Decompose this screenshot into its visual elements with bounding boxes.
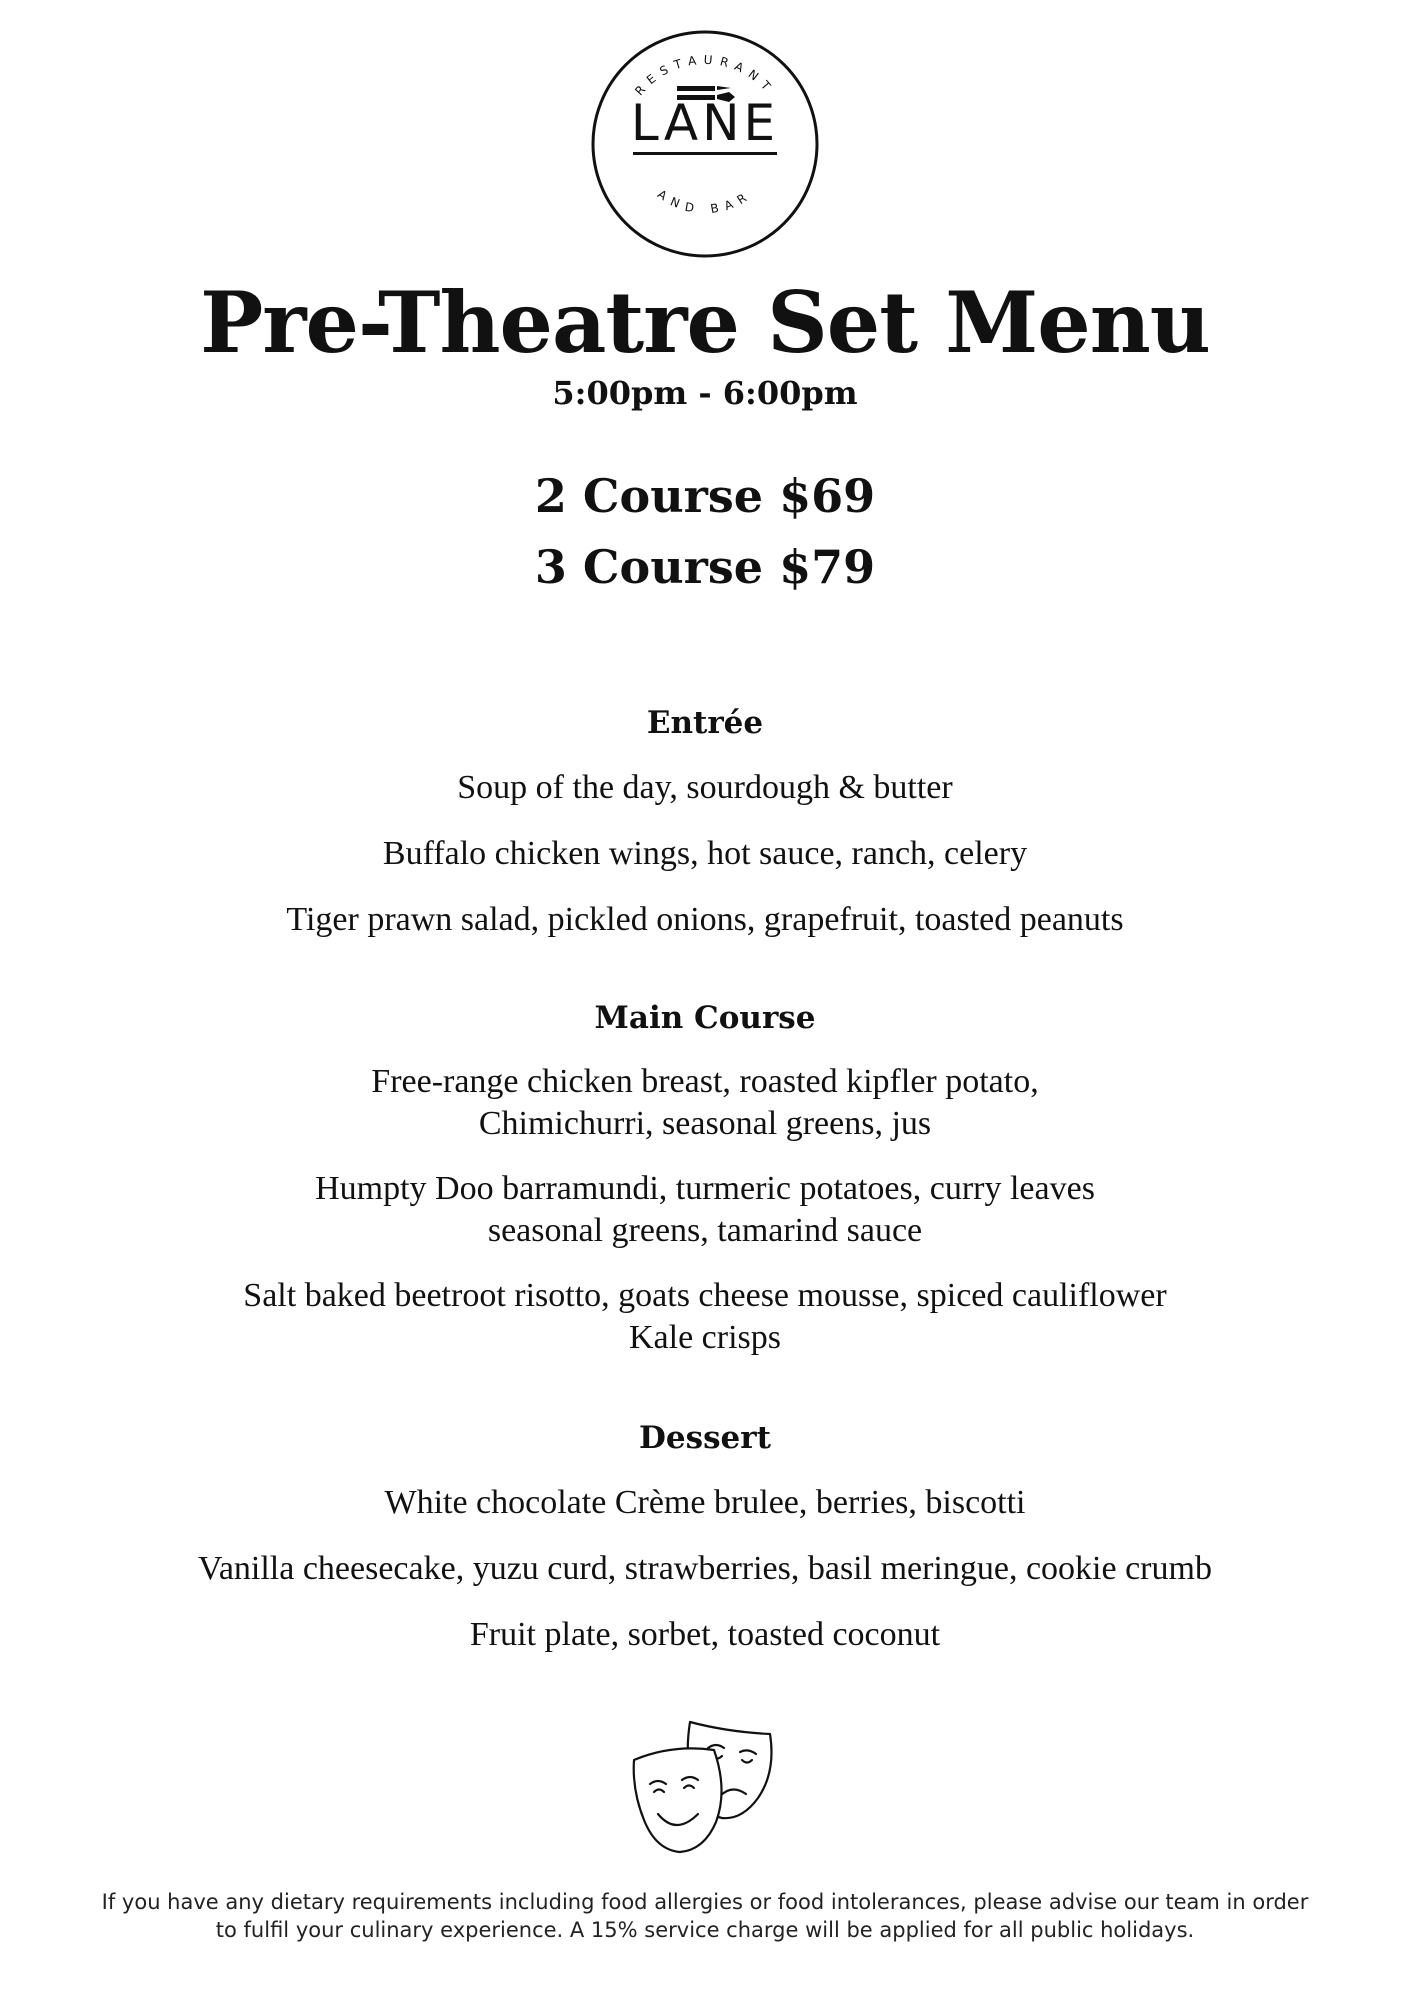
menu-item-line: Humpty Doo barramundi, turmeric potatoes, curry leaves (315, 1170, 1095, 1207)
restaurant-logo (589, 28, 821, 260)
menu-item: Fruit plate, sorbet, toasted coconut (469, 1616, 941, 1653)
theatre-masks-icon (628, 1714, 780, 1864)
price-three-course: 3 Course $79 (534, 540, 876, 594)
menu-hours: 5:00pm - 6:00pm (552, 374, 858, 412)
menu-item-line: Kale crisps (628, 1319, 781, 1356)
menu-item: Buffalo chicken wings, hot sauce, ranch, celery (382, 835, 1028, 872)
section-heading-entree: Entrée (646, 705, 764, 741)
menu-item-line: seasonal greens, tamarind sauce (487, 1212, 923, 1249)
logo-bottom-text: AND BAR (654, 186, 756, 217)
section-heading-dessert: Dessert (639, 1420, 771, 1456)
menu-item-line: Salt baked beetroot risotto, goats cheese mousse, spiced cauliflower (243, 1277, 1167, 1314)
menu-item-line: Free-range chicken breast, roasted kipfler potato, (371, 1063, 1039, 1100)
section-heading-main-course: Main Course (594, 1000, 816, 1036)
menu-item-line: Chimichurri, seasonal greens, jus (478, 1105, 932, 1142)
logo-top-text: RESTAURANT (632, 52, 778, 99)
logo-name: LANE (630, 94, 780, 152)
svg-text:AND BAR (655, 187, 755, 216)
menu-title: Pre-Theatre Set Menu (200, 273, 1210, 372)
menu-item: White chocolate Crème brulee, berries, biscotti (384, 1484, 1026, 1521)
menu-item: Soup of the day, sourdough & butter (457, 769, 953, 806)
menu-item: Vanilla cheesecake, yuzu curd, strawberries, basil meringue, cookie crumb (198, 1550, 1212, 1587)
dietary-notice-line-1: If you have any dietary requirements including food allergies or food intolerances, please advise our team in order (101, 1890, 1309, 1914)
dietary-notice-line-2: to fulfil your culinary experience. A 15% service charge will be applied for all public holidays. (215, 1918, 1195, 1942)
menu-item: Tiger prawn salad, pickled onions, grapefruit, toasted peanuts (286, 901, 1124, 938)
price-two-course: 2 Course $69 (534, 469, 876, 523)
svg-text:RESTAURANT (632, 53, 778, 99)
dietary-notice (20, 1888, 1390, 1944)
